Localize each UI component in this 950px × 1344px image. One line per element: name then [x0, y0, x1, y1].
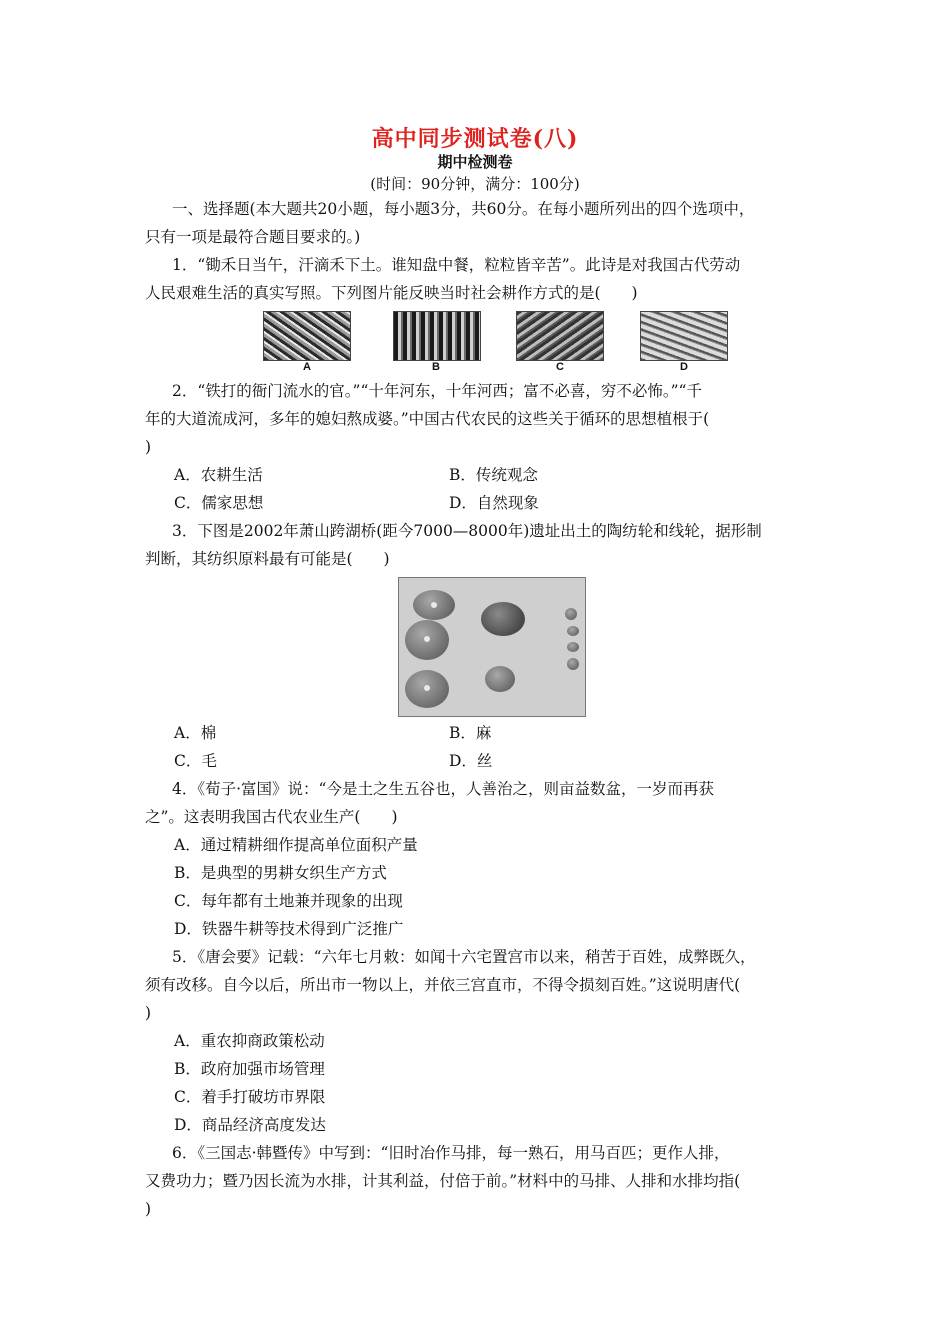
- q4-option-d: D．铁器牛耕等技术得到广泛推广: [174, 920, 404, 938]
- q4-option-a: A．通过精耕细作提高单位面积产量: [174, 836, 418, 854]
- q6-stem-line1: 6．《三国志·韩暨传》中写到：“旧时冶作马排，每一熟石，用马百匹；更作人排，: [172, 1144, 730, 1162]
- q2-option-b: B．传统观念: [449, 466, 538, 484]
- q5-stem-line3: ): [145, 1004, 152, 1022]
- q4-stem-line1: 4．《荀子·富国》说：“今是土之生五谷也，人善治之，则亩益数盆，一岁而再获: [172, 780, 714, 798]
- q1-image-a: [263, 311, 351, 361]
- spindle-whorl-disc: [405, 670, 449, 708]
- q1-image-label-d: D: [680, 361, 688, 373]
- spool-disc: [485, 666, 515, 692]
- q2-option-a: A．农耕生活: [174, 466, 263, 484]
- q5-stem-line1: 5．《唐会要》记载：“六年七月敕：如闻十六宅置宫市以来，稍苦于百姓，成弊既久，: [172, 948, 756, 966]
- q2-stem-line1: 2．“铁打的衙门流水的官。”“十年河东，十年河西；富不必喜，穷不必怖。”“千: [172, 382, 702, 400]
- q5-option-a: A．重农抑商政策松动: [174, 1032, 325, 1050]
- q5-option-b: B．政府加强市场管理: [174, 1060, 325, 1078]
- spindle-whorl-disc: [413, 590, 455, 620]
- q5-option-c: C．着手打破坊市界限: [174, 1088, 326, 1106]
- small-bead: [567, 658, 579, 670]
- q1-stem-line1: 1．“锄禾日当午，汗滴禾下土。谁知盘中餐，粒粒皆辛苦”。此诗是对我国古代劳动: [172, 256, 741, 274]
- q6-stem-line2: 又费功力；暨乃因长流为水排，计其利益，付倍于前。”材料中的马排、人排和水排均指(: [145, 1172, 741, 1190]
- small-bead: [567, 642, 579, 652]
- q1-image-label-b: B: [432, 361, 440, 373]
- q1-stem-line2: 人民艰难生活的真实写照。下列图片能反映当时社会耕作方式的是( ): [145, 284, 638, 302]
- section-instruction-line2: 只有一项是最符合题目要求的。): [145, 228, 361, 246]
- spool-disc: [481, 602, 525, 636]
- q4-option-b: B．是典型的男耕女织生产方式: [174, 864, 387, 882]
- q4-option-c: C．每年都有土地兼并现象的出现: [174, 892, 403, 910]
- spindle-whorl-disc: [405, 620, 449, 660]
- q2-option-d: D．自然现象: [449, 494, 539, 512]
- section-instruction-line1: 一、选择题(本大题共20小题，每小题3分，共60分。在每小题所列出的四个选项中，: [172, 200, 755, 218]
- q3-spindle-whorl-photo: [398, 577, 586, 717]
- exam-subtitle: 期中检测卷: [437, 153, 513, 171]
- q6-stem-line3: ): [145, 1200, 152, 1218]
- q2-stem-line2: 年的大道流成河，多年的媳妇熬成婆。”中国古代农民的这些关于循环的思想植根于(: [145, 410, 710, 428]
- q3-option-a: A．棉: [174, 724, 217, 742]
- q2-option-c: C．儒家思想: [174, 494, 264, 512]
- q3-option-d: D．丝: [449, 752, 493, 770]
- q1-image-b: [393, 311, 481, 361]
- time-info: (时间：90分钟，满分：100分): [370, 175, 580, 193]
- small-bead: [567, 626, 579, 636]
- q3-option-b: B．麻: [449, 724, 492, 742]
- q3-option-c: C．毛: [174, 752, 217, 770]
- q3-stem-line2: 判断，其纺织原料最有可能是( ): [145, 550, 390, 568]
- q1-image-c: [516, 311, 604, 361]
- q5-stem-line2: 须有改移。自今以后，所出市一物以上，并依三宫直市，不得令损刻百姓。”这说明唐代(: [145, 976, 741, 994]
- q2-stem-line3: ): [145, 438, 152, 456]
- q3-stem-line1: 3．下图是2002年萧山跨湖桥(距今7000—8000年)遗址出土的陶纺轮和线轮，据形制: [172, 522, 762, 540]
- q1-image-d: [640, 311, 728, 361]
- exam-title: 高中同步测试卷(八): [371, 126, 579, 152]
- small-bead: [565, 608, 577, 620]
- q4-stem-line2: 之”。这表明我国古代农业生产( ): [145, 808, 398, 826]
- q1-image-label-a: A: [303, 361, 311, 373]
- q5-option-d: D．商品经济高度发达: [174, 1116, 326, 1134]
- q1-image-label-c: C: [556, 361, 564, 373]
